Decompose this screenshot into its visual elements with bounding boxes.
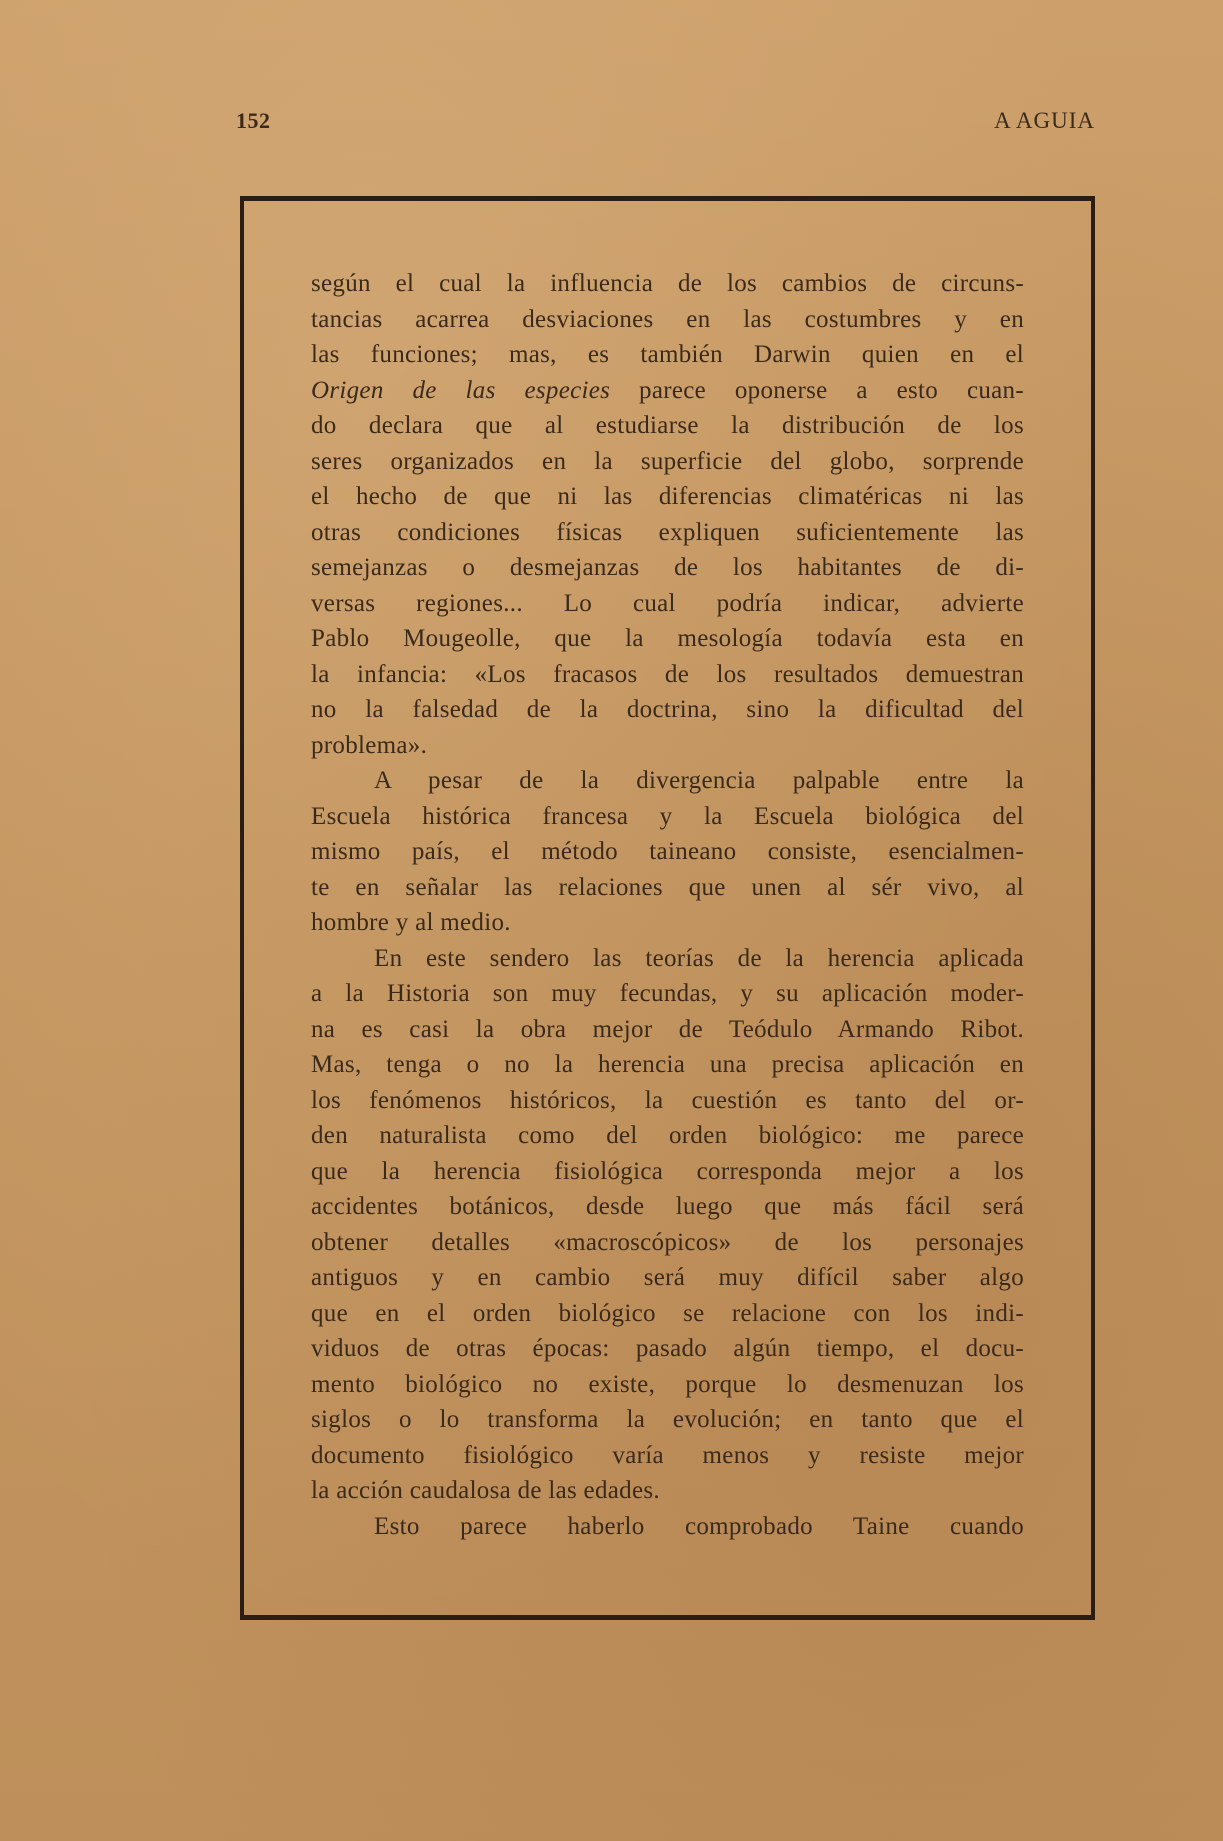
text-line: problema». bbox=[311, 731, 428, 759]
text-line: semejanzas o desmejanzas de los habitantes de di- bbox=[311, 554, 1024, 581]
text-line: Escuela histórica francesa y la Escuela biológica del bbox=[311, 802, 1024, 830]
text-line: do declara que al estudiarse la distribución de los bbox=[311, 412, 1024, 439]
text-line: Pablo Mougeolle, que la mesología todavía esta en bbox=[311, 625, 1024, 652]
text-line: tancias acarrea desviaciones en las costumbres y en bbox=[311, 305, 1024, 333]
body-text bbox=[311, 266, 1024, 1544]
text-line: viduos de otras épocas: pasado algún tiempo, el docu- bbox=[311, 1335, 1024, 1362]
text-line: siglos o lo transforma la evolución; en tanto que el bbox=[311, 1406, 1024, 1433]
text-line: seres organizados en la superficie del globo, sorprende bbox=[311, 447, 1024, 475]
text-line: a la Historia son muy fecundas, y su aplicación moder- bbox=[311, 980, 1024, 1007]
paragraph-start: Esto parece haberlo comprobado Taine cuando bbox=[374, 1512, 1024, 1540]
text-line-rest: parece oponerse a esto cuan- bbox=[610, 376, 1024, 404]
text-line: según el cual la influencia de los cambios de circuns- bbox=[311, 270, 1024, 297]
text-line: documento fisiológico varía menos y resiste mejor bbox=[311, 1441, 1024, 1469]
book-title: Origen de las especies bbox=[311, 376, 611, 404]
text-line: las funciones; mas, es también Darwin quien en el bbox=[311, 341, 1024, 368]
text-line: obtener detalles «macroscópicos» de los personajes bbox=[311, 1228, 1024, 1256]
text-line: la infancia: «Los fracasos de los resultados demuestran bbox=[311, 660, 1024, 688]
text-line: mismo país, el método taineano consiste, esencialmen- bbox=[311, 838, 1024, 865]
text-line: den naturalista como del orden biológico: me parece bbox=[311, 1122, 1024, 1149]
text-line: mento biológico no existe, porque lo desmenuzan los bbox=[311, 1370, 1024, 1398]
text-line: antiguos y en cambio será muy difícil saber algo bbox=[311, 1264, 1024, 1291]
paragraph-start: A pesar de la divergencia palpable entre la bbox=[374, 767, 1024, 794]
text-line: na es casi la obra mejor de Teódulo Armando Ribot. bbox=[311, 1015, 1024, 1043]
text-line: accidentes botánicos, desde luego que más fácil será bbox=[311, 1193, 1024, 1220]
text-line: otras condiciones físicas expliquen suficientemente las bbox=[311, 518, 1024, 546]
running-title: A AGUIA bbox=[994, 108, 1095, 133]
text-line: Mas, tenga o no la herencia una precisa aplicación en bbox=[311, 1051, 1024, 1078]
text-line: que en el orden biológico se relacione con los indi- bbox=[311, 1299, 1024, 1327]
text-line: los fenómenos históricos, la cuestión es tanto del or- bbox=[311, 1086, 1024, 1114]
text-line: que la herencia fisiológica corresponda mejor a los bbox=[311, 1157, 1024, 1185]
text-line: la acción caudalosa de las edades. bbox=[311, 1477, 660, 1504]
text-line: el hecho de que ni las diferencias climatéricas ni las bbox=[311, 483, 1024, 510]
text-line-with-italic-title bbox=[311, 373, 1024, 409]
text-line: te en señalar las relaciones que unen al sér vivo, al bbox=[311, 873, 1024, 901]
page-number: 152 bbox=[236, 108, 271, 133]
paragraph-start: En este sendero las teorías de la herencia aplicada bbox=[374, 944, 1024, 972]
text-line: versas regiones... Lo cual podría indicar, advierte bbox=[311, 589, 1024, 617]
text-line: hombre y al medio. bbox=[311, 909, 511, 936]
text-line: no la falsedad de la doctrina, sino la dificultad del bbox=[311, 696, 1024, 723]
